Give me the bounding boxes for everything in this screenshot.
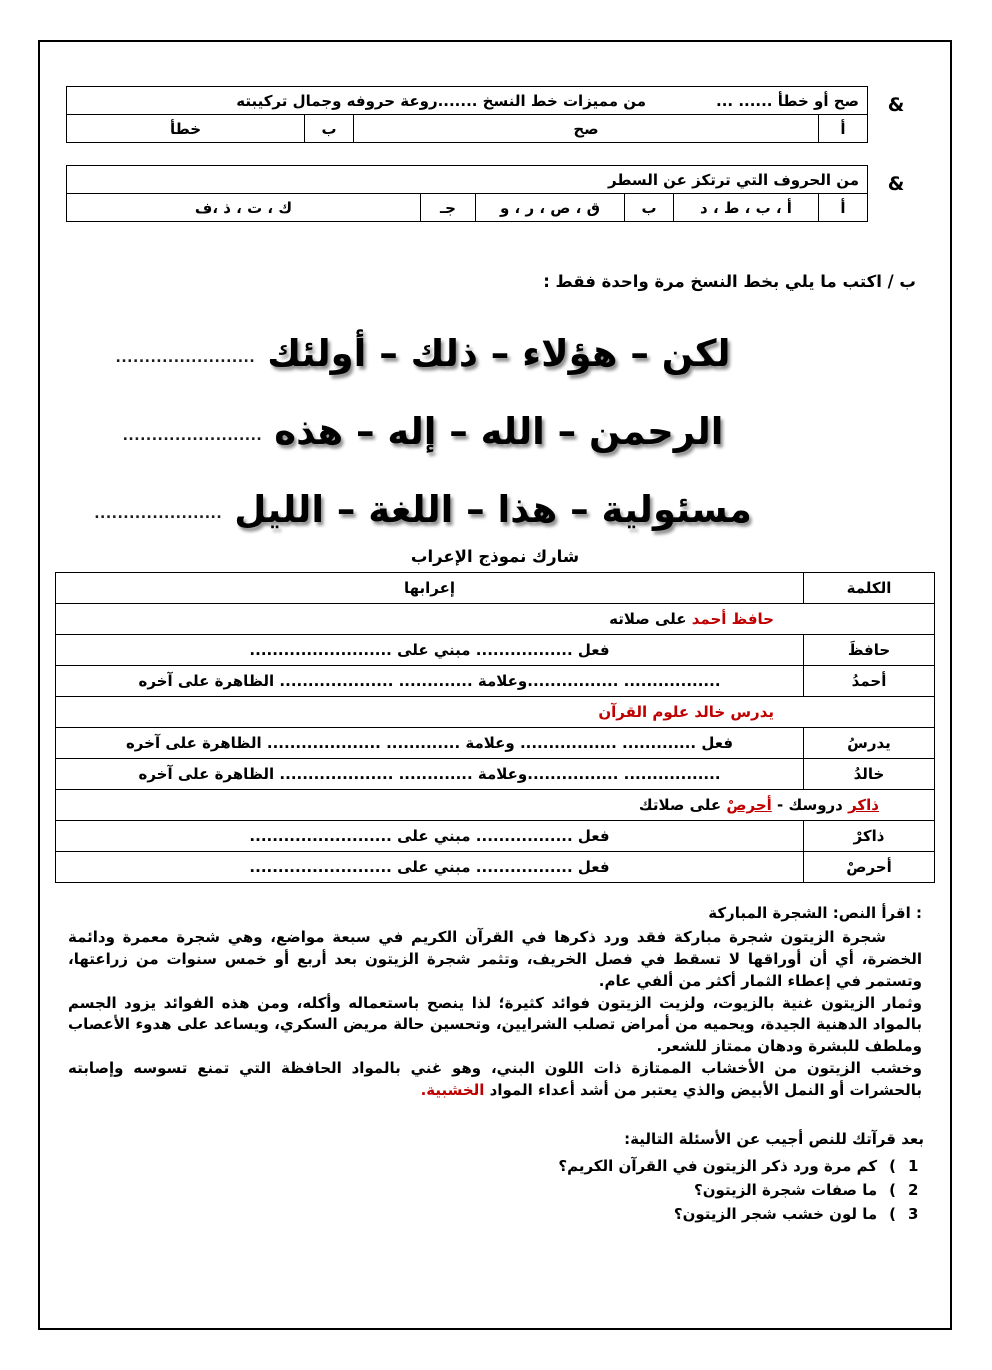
q1-option-b-text: خطأ [67, 115, 305, 143]
calligraphy-words: مسئولية – هذا – اللغة – الليل [234, 488, 752, 532]
irab-parse-blanks: فعل ................. مبني على ......................... [56, 635, 804, 666]
question-1-options-row [67, 115, 868, 143]
table-row [56, 759, 935, 790]
irab-parse-blanks: ................. ................وعلامة ............. .................... الظاهرة على آخره [56, 759, 804, 790]
question-2 [66, 165, 924, 222]
q2-option-c-letter: جـ [421, 194, 476, 222]
calligraphy-line [0, 453, 852, 531]
q2-option-b-text: ق ، ص ، ر ، و [476, 194, 625, 222]
irab-group-row [56, 604, 935, 635]
irab-word: أحرصْ [804, 852, 935, 883]
question-number: 2 [908, 1181, 919, 1200]
q2-option-a-letter: أ [819, 194, 868, 222]
answer-dotted-line: ...................... [94, 506, 223, 522]
question-text: كم مرة ورد ذكر الزيتون في القرآن الكريم؟ [558, 1157, 878, 1176]
irab-parse-blanks: فعل ................. مبني على ......................... [56, 821, 804, 852]
question-2-table [66, 165, 868, 222]
irab-word: ذاكرْ [804, 821, 935, 852]
worksheet-page [38, 40, 952, 1330]
passage-paragraph-3 [68, 1058, 922, 1102]
irab-header-row [56, 573, 935, 604]
calligraphy-words: لكن – هؤلاء – ذلك – أولئك [267, 332, 731, 376]
irab-group3-mid: دروسك - [771, 796, 849, 814]
answer-dotted-line: ........................ [115, 350, 256, 366]
irab-table [55, 572, 935, 883]
table-row [56, 852, 935, 883]
irab-parse-blanks: فعل ................. مبني على ......................... [56, 852, 804, 883]
calligraphy-line [0, 297, 852, 375]
question-number: 1 [908, 1157, 919, 1176]
irab-group2-highlight: يدرس خالد علوم القرآن [598, 703, 774, 721]
table-row [56, 666, 935, 697]
question-2-stem-row [67, 166, 868, 194]
question-1-table [66, 86, 868, 143]
q1-option-b-letter: ب [305, 115, 354, 143]
irab-section-title: شارك نموذج الإعراب [410, 547, 580, 566]
calligraphy-practice [66, 297, 924, 531]
passage-paragraph-2: وثمار الزيتون غنية بالزيوت، ولزيت الزيتون فوائد كثيرة؛ لذا ينصح باستعماله وأكله، ومن هذه الفوائد يزود الجسم بالمواد الدهنية الجيدة، ويحميه من أمراض تصلب الشرايين، وتحسين حالة مريض السكري، ويساعد على هدوء الأعصاب وملطف للبشرة ودهان ممتاز للشعر. [68, 993, 922, 1056]
question-text: ما لون خشب شجر الزيتون؟ [673, 1205, 878, 1224]
pointer-bullet-icon: & [887, 173, 905, 195]
irab-word: حافظَ [804, 635, 935, 666]
writing-instruction: ب / اكتب ما يلي بخط النسخ مرة واحدة فقط : [543, 272, 916, 291]
irab-group-row [56, 790, 935, 821]
comprehension-questions [66, 1130, 924, 1226]
irab-parse-blanks: فعل ............. ................. وعلامة ............. .................... الظاهرة على آخره [56, 728, 804, 759]
q2-option-c-text: ك ، ت ، ذ ،ف [67, 194, 421, 222]
question-paren: ( [889, 1181, 896, 1200]
irab-group-row [56, 697, 935, 728]
q1-option-a-letter: أ [819, 115, 868, 143]
question-2-options-row [67, 194, 868, 222]
q1-stem-right: صح أو خطأ ...... ... [716, 91, 859, 110]
irab-word: يدرسُ [804, 728, 935, 759]
questions-intro: بعد قرآتك للنص أجيب عن الأسئلة التالية: [624, 1130, 924, 1149]
list-item [66, 1178, 924, 1202]
question-number: 3 [908, 1205, 919, 1224]
irab-group3-highlight-1: ذاكر [848, 796, 879, 814]
q2-stem: من الحروف التي ترتكز عن السطر [67, 166, 868, 194]
question-1 [66, 86, 924, 143]
irab-group3-highlight-2: أحرصْ [726, 796, 772, 814]
passage-paragraph-3-text: وخشب الزيتون من الأخشاب الممتازة ذات اللون البني، وهو غني بالمواد الحافظة التي تمنع تسوسه وإصابته بالحشرات أو النمل الأبيض والذي يعتبر من أشد أعداء المواد [68, 1059, 922, 1100]
calligraphy-words: الرحمن – الله – إله – هذه [274, 410, 724, 454]
table-row [56, 635, 935, 666]
question-paren: ( [889, 1157, 896, 1176]
irab-group3-rest: على صلاتك [638, 796, 727, 814]
question-paren: ( [889, 1205, 896, 1224]
irab-group1-highlight: حافظ أحمد [691, 610, 774, 628]
passage-paragraph-3-highlight: الخشبية. [420, 1081, 485, 1100]
reading-passage [68, 903, 922, 1102]
q1-stem-left: من مميزات خط النسخ .......روعة حروفه وجمال تركيبته [236, 91, 646, 110]
list-item [66, 1202, 924, 1226]
answer-dotted-line: ........................ [122, 428, 263, 444]
table-row [56, 728, 935, 759]
pointer-bullet-icon: & [887, 94, 905, 116]
q1-option-a-text: صح [354, 115, 819, 143]
question-1-stem-row [67, 87, 868, 115]
irab-word: خالدُ [804, 759, 935, 790]
list-item [66, 1154, 924, 1178]
q2-option-a-text: أ ، ب ، ط ، د [674, 194, 819, 222]
passage-paragraph-1: شجرة الزيتون شجرة مباركة فقد ورد ذكرها في القرآن الكريم في سبعة مواضع، وهي شجرة معمرة ودائمة الخضرة، أي أن أوراقها لا تسقط في فصل الخريف، وتثمر شجرة الزيتون بعد أربع أو خمس سنوات من زراعتها، وتستمر في إعطاء الثمار أكثر من ألفي عام. [68, 927, 922, 990]
irab-group1-rest: على صلاته [609, 610, 692, 628]
table-row [56, 821, 935, 852]
irab-col-word: الكلمة [804, 573, 935, 604]
passage-title: : اقرأ النص: الشجرة المباركة [708, 904, 922, 922]
calligraphy-line [0, 375, 852, 453]
question-text: ما صفات شجرة الزيتون؟ [694, 1181, 878, 1200]
irab-parse-blanks: ................. ................وعلامة ............. .................... الظاهرة على آخره [56, 666, 804, 697]
irab-word: أحمدُ [804, 666, 935, 697]
irab-col-parse: إعرابها [56, 573, 804, 604]
q2-option-b-letter: ب [625, 194, 674, 222]
